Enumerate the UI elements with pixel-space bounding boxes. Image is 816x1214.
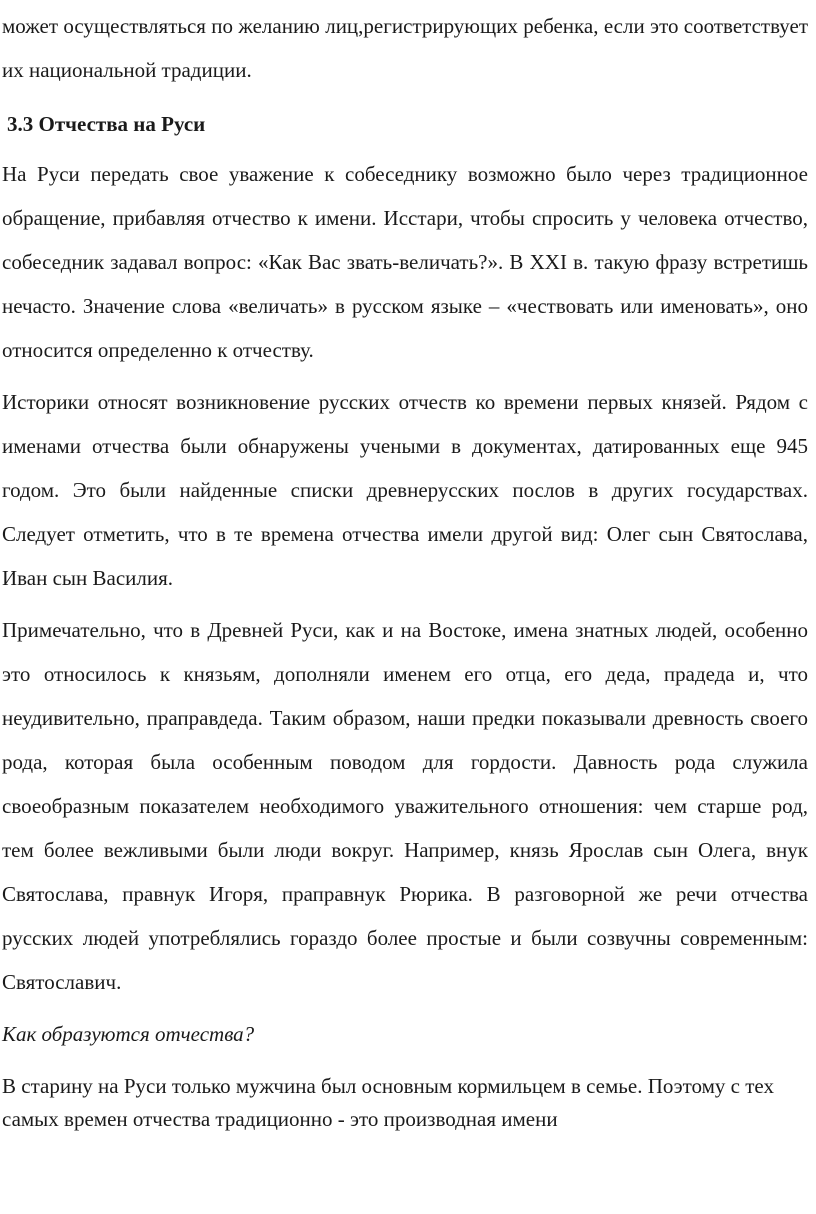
paragraph-ancient-rus: Примечательно, что в Древней Руси, как и на Востоке, имена знатных людей, особенно это относилось к князьям, дополняли именем его отца, его деда, прадеда и, что неудивительно, праправдеда. Таким образом, наши предки показывали древность своего рода, которая была особенным поводом для гордости. Давность рода служила своеобразным показателем необходимого уважительного отношения: чем старше род, тем более вежливыми были люди вокруг. Например, князь Ярослав сын Олега, внук Святослава, правнук Игоря, праправнук Рюрика. В разговорной же речи отчества русских людей употреблялись гораздо более простые и были созвучны современным: Святославич.	[2, 618, 808, 994]
intro-paragraph: может осуществляться по желанию лиц,регистрирующих ребенка, если это соответствует их национальной традиции.	[2, 14, 808, 82]
paragraph-greeting: На Руси передать свое уважение к собеседнику возможно было через традиционное обращение, прибавляя отчество к имени. Исстари, чтобы спросить у человека отчество, собеседник задавал вопрос: «Как Вас звать-величать?». В XXI в. такую фразу встретишь нечасто. Значение слова «величать» в русском языке – «чествовать или именовать», оно относится определенно к отчеству.	[2, 162, 808, 362]
italic-question: Как образуются отчества?	[2, 1022, 255, 1046]
final-paragraph: В старину на Руси только мужчина был основным кормильцем в семье. Поэтому с тех самых времен отчества традиционно - это производная имени	[2, 1074, 774, 1131]
section-heading: 3.3 Отчества на Руси	[7, 112, 206, 136]
paragraph-historians: Историки относят возникновение русских отчеств ко времени первых князей. Рядом с именами отчества были обнаружены учеными в документах, датированных еще 945 годом. Это были найденные списки древнерусских послов в других государствах. Следует отметить, что в те времена отчества имели другой вид: Олег сын Святослава, Иван сын Василия.	[2, 390, 808, 590]
